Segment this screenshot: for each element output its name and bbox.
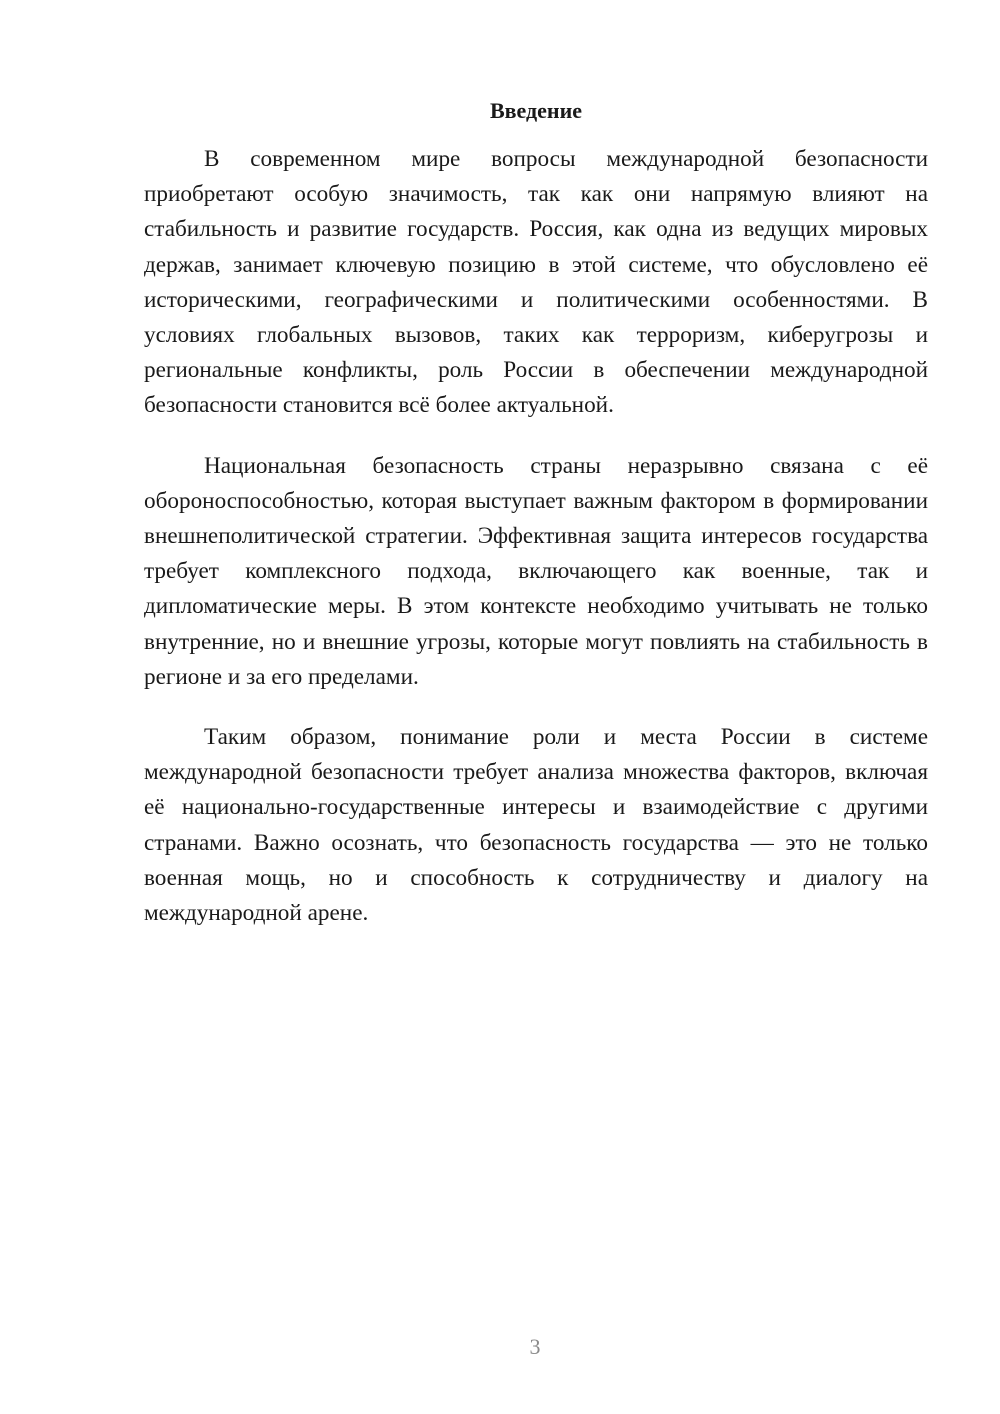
paragraph-3: Таким образом, понимание роли и места России в системе международной безопасности требует анализа множества факторов, включая её национально-государственные интересы и взаимодействие с другими странами. Важно осознать, что безопасность государства — это не только военная мощь, но и способность к сотрудничеству и диалогу на международной арене.	[144, 724, 928, 927]
paragraph-2: Национальная безопасность страны неразрывно связана с её обороноспособностью, которая выступает важным фактором в формировании внешнеполитической стратегии. Эффективная защита интересов государства требует комплексного подхода, включающего как военные, так и дипломатические меры. В этом контексте необходимо учитывать не только внутренние, но и внешние угрозы, которые могут повлиять на стабильность в регионе и за его пределами.	[144, 452, 928, 690]
page-number: 3	[529, 1334, 541, 1359]
body-text	[144, 142, 928, 931]
section-title: Введение	[489, 98, 583, 123]
paragraph-1: В современном мире вопросы международной безопасности приобретают особую значимость, так как они напрямую влияют на стабильность и развитие государств. Россия, как одна из ведущих мировых держав, занимает ключевую позицию в этой системе, что обусловлено её историческими, географическими и политическими особенностями. В условиях глобальных вызовов, таких как терроризм, киберугрозы и региональные конфликты, роль России в обеспечении международной безопасности становится всё более актуальной.	[144, 146, 928, 419]
